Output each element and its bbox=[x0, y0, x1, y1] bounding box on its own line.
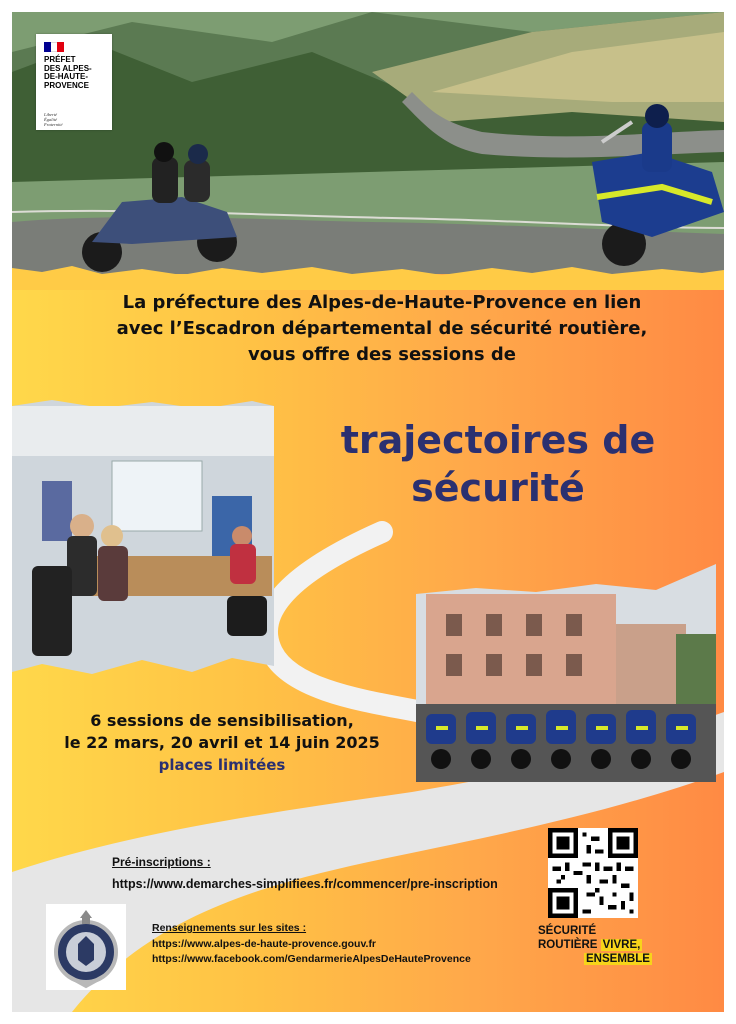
heading-line-2: avec l’Escadron départemental de sécurité routière, bbox=[116, 318, 648, 339]
slogan-word-ensemble: ENSEMBLE bbox=[586, 953, 650, 965]
slogan-word-routiere: ROUTIÈRE bbox=[538, 939, 598, 951]
prefecture-website-link[interactable]: https://www.alpes-de-haute-provence.gouv.fr bbox=[152, 938, 377, 950]
intro-heading bbox=[52, 290, 712, 368]
road-safety-slogan bbox=[538, 924, 688, 966]
preregistration-link[interactable]: https://www.demarches-simplifiees.fr/commencer/pre-inscription bbox=[112, 877, 498, 891]
slogan-word-vivre: VIVRE, bbox=[602, 939, 641, 951]
logo-title: PRÉFET DES ALPES- DE-HAUTE- PROVENCE bbox=[44, 55, 92, 90]
slogan-word-securite: SÉCURITÉ bbox=[538, 925, 597, 937]
main-title-line-2: sécurité bbox=[411, 466, 585, 510]
heading-line-3: vous offre des sessions de bbox=[247, 344, 517, 365]
sessions-line-1: 6 sessions de sensibilisation, bbox=[90, 711, 354, 730]
poster bbox=[12, 12, 724, 1012]
heading-line-1: La préfecture des Alpes-de-Haute-Provence en lien bbox=[122, 292, 642, 313]
places-limited: places limitées bbox=[158, 756, 286, 774]
preregistration-label: Pré-inscriptions : bbox=[112, 855, 211, 869]
gendarmes-photo bbox=[416, 564, 716, 782]
facebook-link[interactable]: https://www.facebook.com/GendarmerieAlpesDeHauteProvence bbox=[152, 953, 471, 965]
main-title bbox=[298, 416, 698, 512]
prefecture-logo bbox=[36, 34, 112, 130]
sessions-info bbox=[52, 710, 392, 776]
french-flag-icon bbox=[44, 42, 64, 52]
sessions-dates: le 22 mars, 20 avril et 14 juin 2025 bbox=[64, 733, 380, 752]
logo-motto: Liberté Égalité Fraternité bbox=[44, 112, 63, 127]
gendarmerie-badge-icon bbox=[46, 904, 126, 990]
info-label: Renseignements sur les sites : bbox=[152, 922, 307, 934]
main-title-line-1: trajectoires de bbox=[340, 418, 656, 462]
classroom-photo bbox=[12, 396, 274, 688]
qr-code-icon[interactable] bbox=[548, 828, 638, 918]
